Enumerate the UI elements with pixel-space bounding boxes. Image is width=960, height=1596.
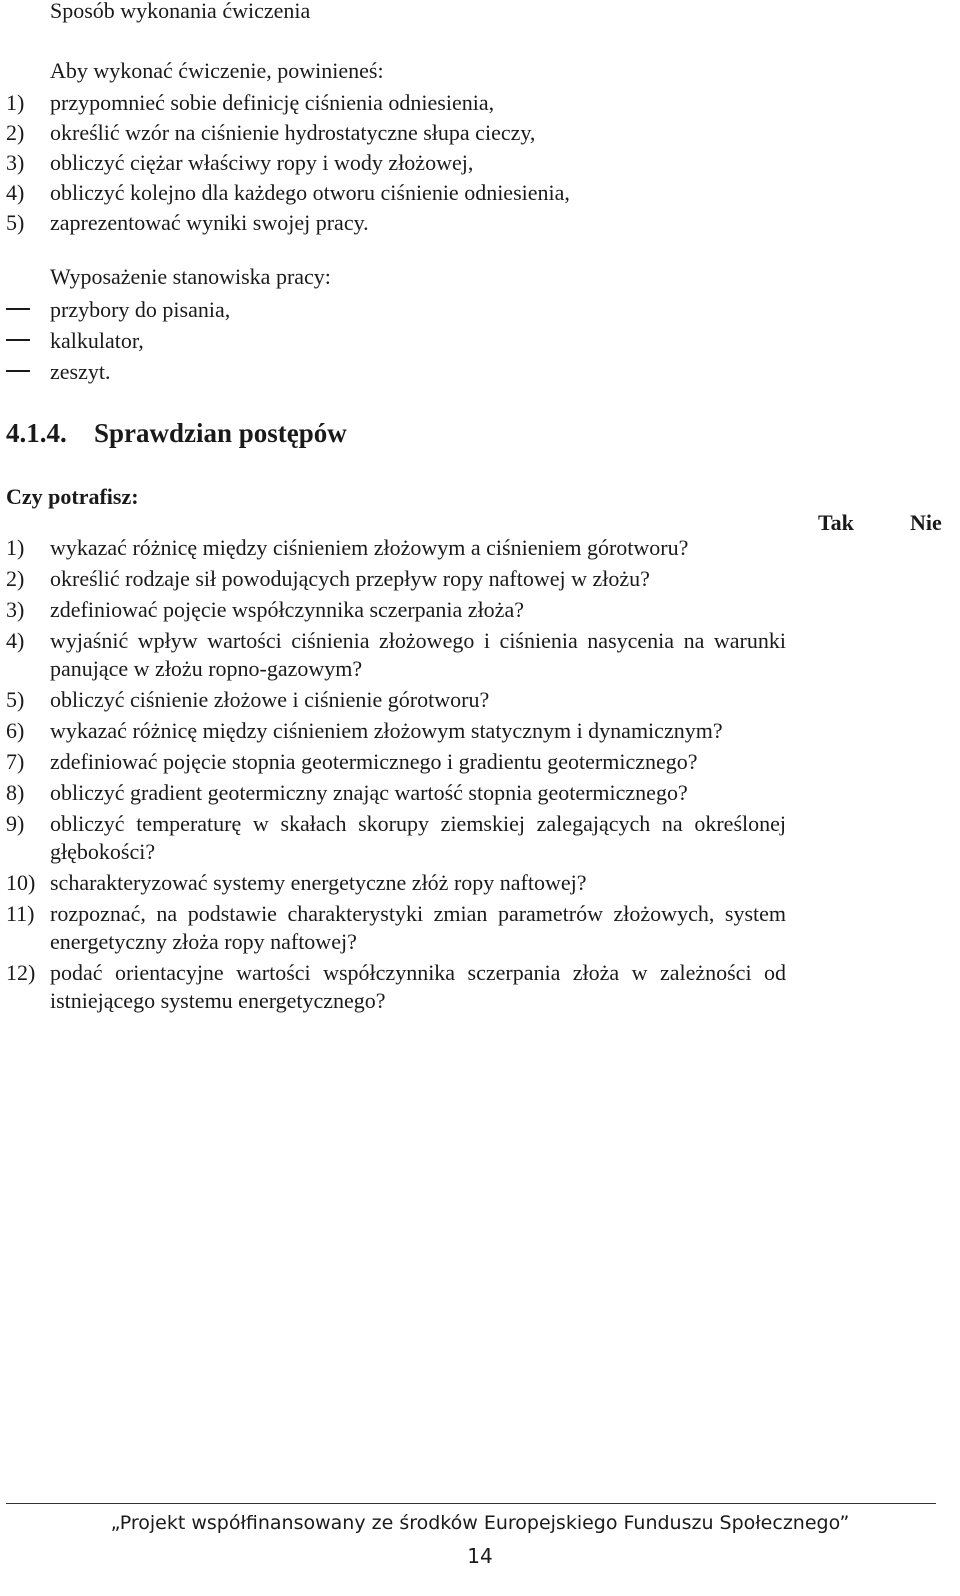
dash-bullet-icon xyxy=(6,370,30,372)
list-item xyxy=(0,325,960,356)
list-item xyxy=(0,208,960,238)
step-text: obliczyć ciężar właściwy ropy i wody złożowej, xyxy=(50,150,474,175)
question-number: 12) xyxy=(6,960,36,985)
step-text: zaprezentować wyniki swojej pracy. xyxy=(50,210,369,235)
question-item xyxy=(0,686,960,714)
question-number: 3) xyxy=(6,597,25,622)
column-header-no: Nie xyxy=(910,510,942,535)
step-text: obliczyć kolejno dla każdego otworu ciśnienie odniesienia, xyxy=(50,180,570,205)
question-item xyxy=(0,748,960,776)
question-number: 6) xyxy=(6,718,25,743)
question-number: 9) xyxy=(6,811,25,836)
step-number: 1) xyxy=(6,90,25,115)
step-number: 4) xyxy=(6,180,25,205)
question-item xyxy=(0,596,960,624)
equipment-list xyxy=(0,294,960,387)
step-text: przypomnieć sobie definicję ciśnienia odniesienia, xyxy=(50,90,495,115)
step-text: określić wzór na ciśnienie hydrostatyczne słupa cieczy, xyxy=(50,120,536,145)
questions-list xyxy=(0,534,960,1018)
question-text: rozpoznać, na podstawie charakterystyki zmian parametrów złożowych, system energetyczny złoża ropy naftowej? xyxy=(50,901,786,954)
footer-divider xyxy=(6,1503,936,1504)
question-text: wykazać różnicę między ciśnieniem złożowym a ciśnieniem górotworu? xyxy=(50,535,689,560)
step-number: 2) xyxy=(6,120,25,145)
footer-text: „Projekt współfinansowany ze środków Europejskiego Funduszu Społecznego” xyxy=(110,1512,850,1534)
list-item xyxy=(0,148,960,178)
dash-bullet-icon xyxy=(6,339,30,341)
subheading: Czy potrafisz: xyxy=(6,484,139,509)
question-number: 1) xyxy=(6,535,25,560)
question-text: określić rodzaje sił powodujących przepływ ropy naftowej w złożu? xyxy=(50,566,650,591)
question-item xyxy=(0,565,960,593)
question-item xyxy=(0,627,960,683)
page-number: 14 xyxy=(467,1544,493,1568)
dash-bullet-icon xyxy=(6,308,30,310)
question-text: obliczyć temperaturę w skałach skorupy ziemskiej zalegających na określonej głębokości? xyxy=(50,811,786,864)
question-text: zdefiniować pojęcie stopnia geotermicznego i gradientu geotermicznego? xyxy=(50,749,698,774)
question-item xyxy=(0,779,960,807)
list-item xyxy=(0,88,960,118)
question-number: 2) xyxy=(6,566,25,591)
question-number: 5) xyxy=(6,687,25,712)
question-text: wykazać różnicę między ciśnieniem złożowym statycznym i dynamicznym? xyxy=(50,718,723,743)
list-item xyxy=(0,294,960,325)
question-number: 8) xyxy=(6,780,25,805)
chapter-heading xyxy=(6,418,347,449)
intro-text: Aby wykonać ćwiczenie, powinieneś: xyxy=(50,58,384,83)
equipment-item: przybory do pisania, xyxy=(50,297,231,322)
question-text: obliczyć ciśnienie złożowe i ciśnienie górotworu? xyxy=(50,687,490,712)
question-number: 4) xyxy=(6,628,25,653)
question-number: 10) xyxy=(6,870,36,895)
equipment-item: kalkulator, xyxy=(50,328,144,353)
step-number: 5) xyxy=(6,210,25,235)
question-item xyxy=(0,959,960,1015)
chapter-title: Sprawdzian postępów xyxy=(94,418,347,448)
question-number: 11) xyxy=(6,901,35,926)
question-text: wyjaśnić wpływ wartości ciśnienia złożowego i ciśnienia nasycenia na warunki panujące w złożu ropno-gazowym? xyxy=(50,628,786,681)
question-item xyxy=(0,810,960,866)
question-text: zdefiniować pojęcie współczynnika sczerpania złoża? xyxy=(50,597,524,622)
question-item xyxy=(0,534,960,562)
question-text: obliczyć gradient geotermiczny znając wartość stopnia geotermicznego? xyxy=(50,780,688,805)
step-number: 3) xyxy=(6,150,25,175)
question-item xyxy=(0,717,960,745)
steps-list xyxy=(0,88,960,238)
section-heading: Sposób wykonania ćwiczenia xyxy=(50,0,311,23)
list-item xyxy=(0,356,960,387)
question-text: scharakteryzować systemy energetyczne złóż ropy naftowej? xyxy=(50,870,587,895)
list-item xyxy=(0,178,960,208)
question-number: 7) xyxy=(6,749,25,774)
chapter-number: 4.1.4. xyxy=(6,418,67,448)
equipment-title: Wyposażenie stanowiska pracy: xyxy=(50,264,331,289)
column-header-yes: Tak xyxy=(818,510,854,535)
equipment-item: zeszyt. xyxy=(50,359,111,384)
question-item xyxy=(0,900,960,956)
question-text: podać orientacyjne wartości współczynnika sczerpania złoża w zależności od istniejącego systemu energetycznego? xyxy=(50,960,786,1013)
question-item xyxy=(0,869,960,897)
list-item xyxy=(0,118,960,148)
